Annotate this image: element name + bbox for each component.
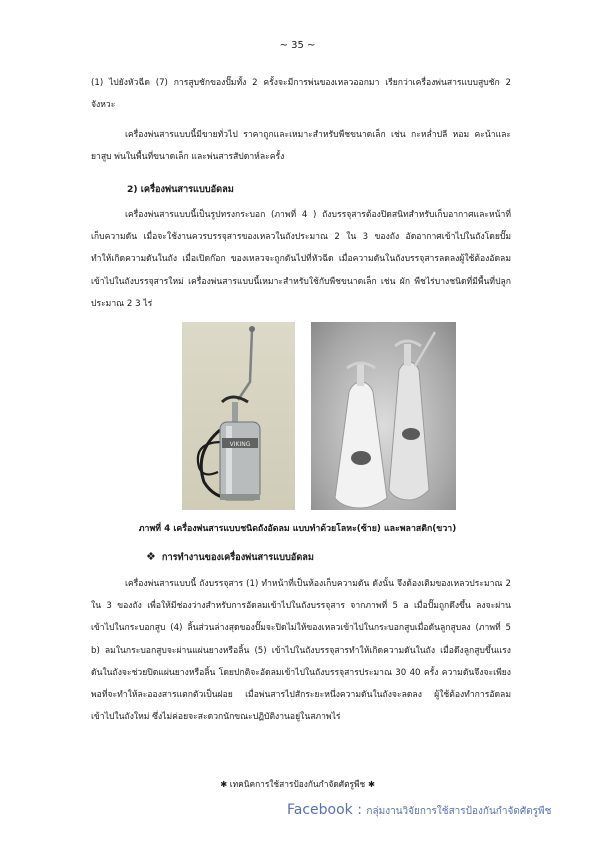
front-sprayer-pump [357, 364, 364, 386]
rear-sprayer-logo [402, 428, 420, 440]
front-sprayer-body [335, 382, 387, 508]
lance-tube [238, 330, 252, 400]
book-title-footer: ✱ เทคนิคการใช้สารป้องกันกำจัดศัตรูพืช ✱ [220, 779, 375, 789]
operation-paragraph: เครื่องพ่นสารแบบนี้ ถังบรรจุสาร (1) ทำหน้าที่เป็นห้องเก็บความดัน ดังนั้น จึงต้องเติมของเหลวประมาณ 2 ใน 3 ของถัง เพื่อให้มีช่องว่างสำหรับการอัดลมเข้าไปในถังบรรจุสาร จากภาพที่ 5 a เมื่อปั๊มถูกดึงขึ้น ลงจะผ่านเข้าไปในกระบอกสูบ (4) ลิ้นส่วนล่างสุดของปั๊มจะปิดไม่ให้ของเหลวเข้าไปในกระบอกสูบเมื่อดันลูกสูบลง (ภาพที่ 5 b) ลมในกระบอกสูบจะผ่านแผ่นยางหรือลิ้น (5) เข้าไปในถังบรรจุสารทำให้เกิดความดันในถัง เมื่อดึงลูกสูบขึ้นแรงดันในถังจะช่วยปิดแผ่นยางหรือลิ้น โดยปกติจะอัดลมเข้าไปในถังบรรจุสารประมาณ 30 40 ครั้ง ความดันจึงจะเพียงพอที่จะทำให้ละอองสารแตกตัวเป็นฝอย เมื่อพ่นสารไปสักระยะหนึ่งความดันในถังจะลดลง ผู้ใช้ต้องทำการอัดลมเข้าไปในถังใหม่ ซึ่งไม่ค่อยจะสะดวกนักขณะปฏิบัติงานอยู่ในสภาพไร่ [91, 579, 511, 723]
nozzle-tip [249, 326, 255, 332]
plastic-sprayers-illustration [311, 322, 456, 510]
tank-brand-text: VIKING [229, 441, 251, 448]
operation-heading [146, 550, 314, 565]
facebook-label: Facebook [287, 802, 353, 818]
facebook-group-name: กลุ่มงานวิจัยการใช้สารป้องกันกำจัดศัตรูพืช [366, 806, 552, 817]
lever-summary-paragraph: เครื่องพ่นสารแบบนี้มีขายทั่วไป ราคาถูกและเหมาะสำหรับพืชขนาดเล็ก เช่น กะหล่ำปลี หอม คะน้าและยาสูบ พ่นในพื้นที่ขนาดเล็ก และพ่นสารสัปดาห์ละครั้ง [91, 130, 511, 163]
operation-heading-text: การทำงานของเครื่องพ่นสารแบบอัดลม [161, 552, 314, 563]
tank-base-ring [220, 494, 260, 500]
facebook-separator: : [352, 802, 367, 818]
rear-sprayer-pump [404, 344, 411, 366]
photo-plastic-sprayers [311, 322, 456, 510]
metal-sprayer-illustration [182, 322, 295, 510]
tank-highlight [226, 426, 232, 496]
section2-paragraph: เครื่องพ่นสารแบบนี้เป็นรูปทรงกระบอก (ภาพที่ 4 ) ถังบรรจุสารต้องปิดสนิทสำหรับเก็บอากาศและหน้าที่เก็บความดัน เมื่อจะใช้งานควรบรรจุสารของเหลวในถังประมาณ 2 ใน 3 ของถัง อัดอากาศเข้าไปในถังโดยปั๊ม ทำให้เกิดความดันในถัง เมื่อเปิดก๊อก ของเหลวจะถูกดันไปที่หัวฉีด เมื่อความดันในถังบรรจุสารลดลงผู้ใช้ต้องอัดลมเข้าไปในถังบรรจุสารใหม่ เครื่องพ่นสารแบบนี้เหมาะสำหรับใช้กับพืชขนาดเล็ก เช่น ผัก พืชไร่บางชนิดที่มีพื้นที่ปลูกประมาณ 2 3 ไร่ [91, 210, 511, 309]
photo-metal-sprayer [182, 322, 295, 510]
intro-paragraph: (1) ไปยังหัวฉีด (7) การสูบชักของปั๊มทั้ง 2 ครั้งจะมีการพ่นของเหลวออกมา เรียกว่าเครื่องพ่นสารแบบสูบชัก 2 จังหวะ [91, 78, 511, 111]
section-heading-air-compression: 2) เครื่องพ่นสารแบบอัดลม [127, 184, 234, 195]
rear-lance [415, 332, 435, 366]
facebook-footer [287, 802, 551, 819]
figure-caption: ภาพที่ 4 เครื่องพ่นสารแบบชนิดถังอัดลม แบบทำด้วยโลหะ(ซ้าย) และพลาสติก(ขวา) [138, 524, 457, 534]
diamond-bullet-icon: ❖ [146, 550, 156, 563]
front-sprayer-logo [351, 451, 371, 465]
pump-handle [222, 397, 248, 402]
page-number: ~ 35 ~ [279, 40, 316, 51]
